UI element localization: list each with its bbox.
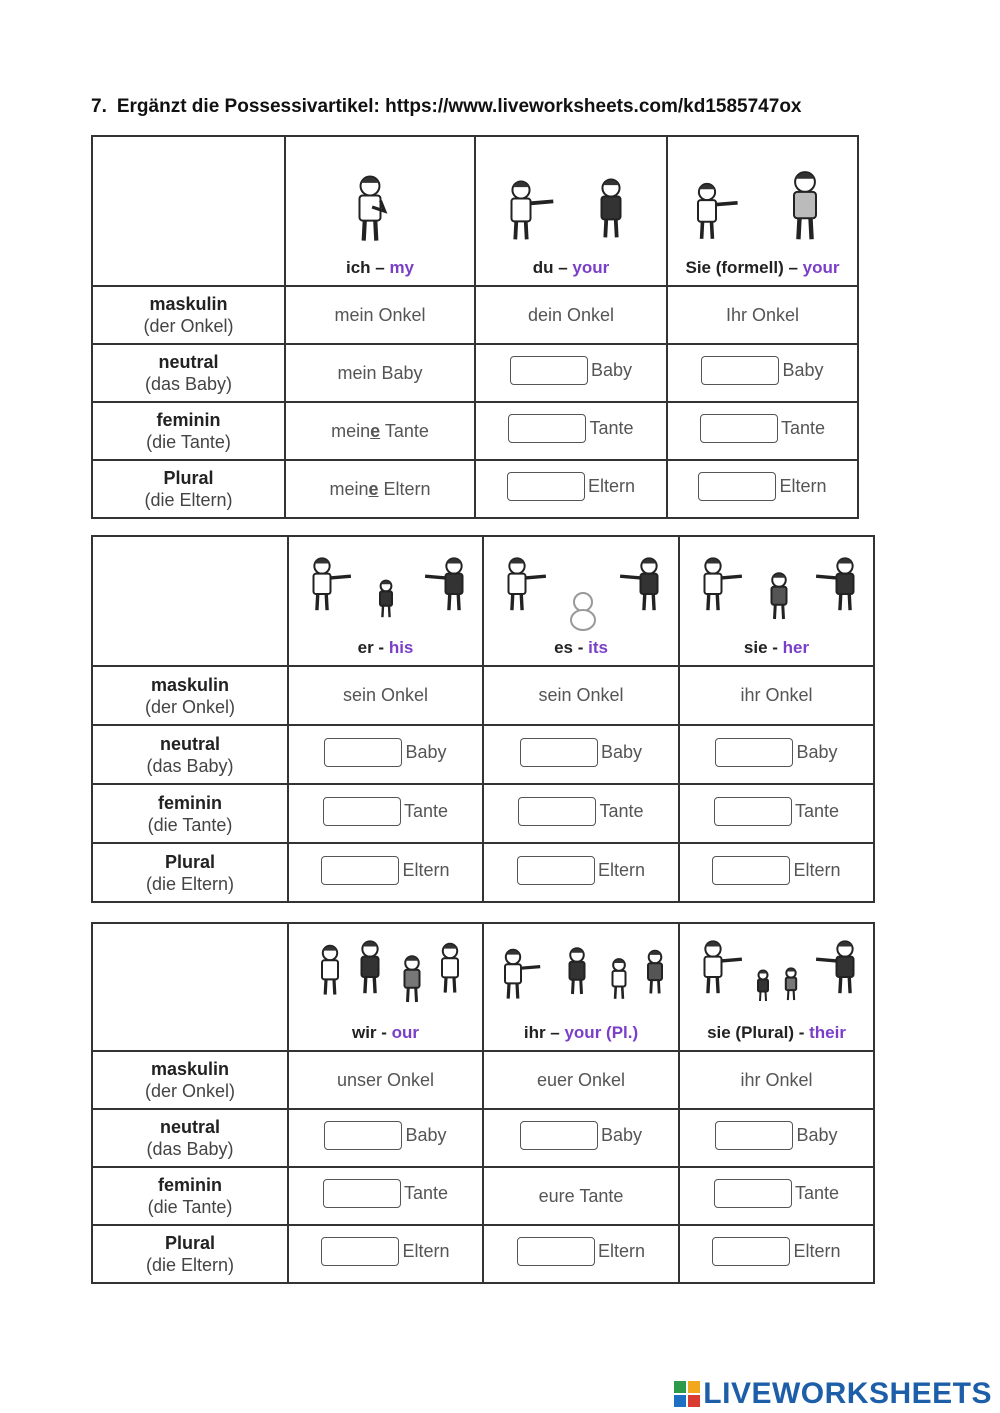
pronoun-english: her — [782, 638, 810, 657]
answer-input[interactable] — [715, 738, 793, 767]
fill-in-group — [324, 738, 446, 767]
possessive-cell — [483, 843, 679, 902]
possessive-cell — [483, 725, 679, 784]
pronoun-header — [288, 923, 483, 1051]
noun-text: Baby — [796, 741, 838, 762]
possessive-cell — [288, 843, 483, 902]
fill-in-group — [712, 856, 840, 885]
possessive-ending: e — [368, 478, 379, 499]
possessive-cell — [288, 1167, 483, 1225]
noun-text: Baby — [782, 360, 824, 380]
gender-article: (die Tante) — [147, 814, 233, 835]
boy-pointing-self-icon — [290, 164, 470, 252]
possessive-cell — [285, 286, 475, 344]
pronoun-english: your — [802, 258, 840, 277]
possessive-cell — [679, 666, 874, 725]
possessive-cell — [285, 402, 475, 460]
fill-in-group — [520, 1121, 642, 1150]
possessive-table-3 — [91, 922, 875, 1284]
answer-input[interactable] — [712, 856, 790, 885]
fill-in-group — [714, 797, 839, 826]
header-row — [92, 136, 858, 286]
gender-name: maskulin — [150, 674, 230, 695]
fill-in-group — [715, 1121, 837, 1150]
answer-input[interactable] — [701, 356, 779, 385]
answer-input[interactable] — [323, 797, 401, 826]
fill-in-group — [507, 472, 635, 501]
possessive-cell — [475, 286, 667, 344]
possessive-ending: e — [370, 420, 381, 441]
example-answer: mein Baby — [337, 362, 423, 383]
table-row — [92, 725, 874, 784]
boy-pointing-girl-icon — [481, 164, 661, 252]
example-answer: ihr Onkel — [740, 1069, 813, 1090]
possessive-cell — [679, 725, 874, 784]
answer-input[interactable] — [520, 1121, 598, 1150]
answer-input[interactable] — [714, 797, 792, 826]
possessive-cell — [483, 666, 679, 725]
pronoun-german: ihr – — [523, 1023, 565, 1042]
possessive-cell — [475, 460, 667, 518]
table-row — [92, 286, 858, 344]
pronoun-label — [680, 636, 873, 659]
possessive-cell — [483, 1051, 679, 1109]
gender-name: Plural — [164, 1233, 216, 1253]
liveworksheets-brand: LIVEWORKSHEETS — [703, 1377, 992, 1410]
noun-text: Baby — [590, 360, 633, 380]
table-row — [92, 344, 858, 402]
table-row — [92, 843, 874, 902]
example-answer: dein Onkel — [527, 304, 615, 325]
fill-in-group — [698, 472, 826, 501]
noun-text: Baby — [600, 1125, 643, 1145]
fill-in-group — [714, 1179, 839, 1208]
gender-label-cell — [92, 344, 285, 402]
possessive-cell — [475, 402, 667, 460]
possessive-cell — [667, 402, 858, 460]
gender-label-cell — [92, 460, 285, 518]
pronoun-english: its — [588, 638, 608, 657]
exercise-number: 7. — [91, 96, 107, 117]
possessive-cell — [679, 1167, 874, 1225]
liveworksheets-logo-icon — [674, 1381, 700, 1407]
pronoun-german: sie (Plural) - — [707, 1023, 810, 1042]
fill-in-group — [517, 856, 645, 885]
gender-label-cell — [92, 843, 288, 902]
gender-label-cell — [92, 1051, 288, 1109]
table-row — [92, 1225, 874, 1283]
pronoun-header — [285, 136, 475, 286]
pronoun-english: my — [389, 258, 415, 277]
gender-name: neutral — [159, 733, 220, 754]
possessive-cell — [285, 460, 475, 518]
noun-text: Tante — [403, 800, 449, 821]
exercise-instruction: Ergänzt die Possessivartikel: https://www.liveworksheets.com/kd1585747ox — [116, 96, 802, 117]
people-pointing-children-icon — [687, 935, 867, 1017]
noun-text: Tante — [794, 800, 840, 821]
gender-article: (der Onkel) — [144, 696, 236, 717]
possessive-cell — [667, 460, 858, 518]
pronoun-german: er - — [357, 638, 389, 657]
gender-name: feminin — [156, 410, 221, 430]
possessive-cell — [288, 1109, 483, 1167]
header-row — [92, 536, 874, 666]
table-row — [92, 1109, 874, 1167]
gender-name: Plural — [163, 468, 214, 488]
noun-text: Eltern — [402, 1241, 450, 1261]
possessive-cell — [475, 344, 667, 402]
answer-input[interactable] — [324, 738, 402, 767]
gender-label-cell — [92, 1109, 288, 1167]
possessive-cell — [288, 666, 483, 725]
gender-name: Plural — [164, 851, 216, 872]
gender-label-cell — [92, 784, 288, 843]
gender-article: (die Eltern) — [144, 490, 233, 510]
pronoun-english: his — [388, 638, 414, 657]
possessive-cell — [285, 344, 475, 402]
answer-input[interactable] — [323, 1179, 401, 1208]
gender-name: neutral — [158, 352, 219, 372]
pronoun-header — [667, 136, 858, 286]
pronoun-english: their — [809, 1023, 846, 1042]
possessive-table-1 — [91, 135, 859, 519]
gender-article: (das Baby) — [146, 755, 234, 776]
fill-in-group — [324, 1121, 446, 1150]
answer-input[interactable] — [700, 414, 778, 443]
possessive-cell — [679, 1225, 874, 1283]
gender-article: (die Eltern) — [145, 1255, 235, 1275]
answer-input[interactable] — [520, 738, 598, 767]
empty-corner-cell — [92, 923, 288, 1051]
answer-input[interactable] — [698, 472, 776, 501]
gender-label-cell — [92, 1225, 288, 1283]
fill-in-group — [321, 856, 449, 885]
gender-article: (das Baby) — [146, 1139, 234, 1159]
possessive-cell — [679, 1109, 874, 1167]
gender-label-cell — [92, 1167, 288, 1225]
possessive-cell — [288, 725, 483, 784]
pronoun-label — [476, 256, 666, 279]
gender-article: (der Onkel) — [144, 1081, 236, 1101]
table-row — [92, 666, 874, 725]
possessive-cell — [679, 843, 874, 902]
fill-in-group — [517, 1237, 645, 1266]
possessive-stem: mein — [329, 478, 369, 499]
gender-name: maskulin — [149, 294, 228, 314]
fill-in-group — [323, 797, 448, 826]
table-row — [92, 1167, 874, 1225]
noun-text: Tante — [780, 418, 826, 438]
pronoun-header — [288, 536, 483, 666]
pronoun-label — [484, 1021, 678, 1044]
empty-corner-cell — [92, 536, 288, 666]
answer-input[interactable] — [507, 472, 585, 501]
exercise-title — [91, 96, 802, 118]
pronoun-label — [484, 636, 678, 659]
pronoun-german: du – — [532, 258, 573, 277]
possessive-cell — [667, 286, 858, 344]
fill-in-group — [520, 738, 642, 767]
possessive-cell — [679, 1051, 874, 1109]
noun-text: Tante — [599, 800, 644, 821]
fill-in-group — [510, 356, 632, 385]
answer-input[interactable] — [714, 1179, 792, 1208]
possessive-cell — [288, 1051, 483, 1109]
gender-article: (die Tante) — [147, 1197, 233, 1217]
pronoun-label — [286, 256, 474, 279]
possessive-cell — [288, 1225, 483, 1283]
answer-input[interactable] — [518, 797, 596, 826]
group-of-people-icon — [296, 935, 476, 1017]
answer-input[interactable] — [715, 1121, 793, 1150]
fill-in-group — [323, 1179, 448, 1208]
noun-text: Baby — [405, 1125, 447, 1145]
answer-input[interactable] — [321, 1237, 399, 1266]
possessive-cell — [288, 784, 483, 843]
noun-text: Baby — [405, 741, 447, 762]
gender-name: feminin — [157, 1175, 222, 1195]
gender-article: (die Tante) — [146, 432, 231, 452]
example-answer: ihr Onkel — [740, 685, 813, 705]
noun-text: Tante — [380, 420, 429, 441]
boy-pointing-man-icon — [673, 164, 853, 252]
gender-article: (der Onkel) — [143, 316, 234, 336]
gender-label-cell — [92, 725, 288, 784]
example-answer: eure Tante — [538, 1185, 624, 1206]
pronoun-german: sie - — [743, 638, 783, 657]
people-pointing-boy-icon — [296, 550, 476, 632]
fill-in-group — [508, 414, 633, 443]
liveworksheets-footer — [674, 1377, 992, 1411]
pronoun-header — [679, 923, 874, 1051]
example-answer: mein Onkel — [334, 304, 426, 325]
fill-in-group — [715, 738, 837, 767]
noun-text: Eltern — [597, 859, 646, 880]
people-pointing-woman-icon — [687, 550, 867, 632]
answer-input[interactable] — [324, 1121, 402, 1150]
fill-in-group — [321, 1237, 449, 1266]
pronoun-label — [289, 1021, 482, 1044]
possessive-cell — [483, 784, 679, 843]
example-answer: sein Onkel — [538, 685, 624, 705]
noun-text: Tante — [589, 418, 634, 438]
fill-in-group — [700, 414, 825, 443]
empty-corner-cell — [92, 136, 285, 286]
gender-article: (das Baby) — [144, 374, 233, 394]
pronoun-english: our — [391, 1023, 420, 1042]
example-answer: sein Onkel — [342, 685, 429, 705]
possessive-cell — [483, 1109, 679, 1167]
pronoun-english: your — [572, 258, 610, 277]
pronoun-german: wir - — [351, 1023, 392, 1042]
noun-text: Eltern — [793, 1241, 841, 1261]
pronoun-header — [679, 536, 874, 666]
answer-input[interactable] — [517, 1237, 595, 1266]
answer-input[interactable] — [321, 856, 399, 885]
fill-in-group — [701, 356, 823, 385]
possessive-cell — [483, 1167, 679, 1225]
pronoun-english: your (Pl.) — [564, 1023, 639, 1042]
noun-text: Baby — [600, 741, 643, 762]
answer-input[interactable] — [508, 414, 586, 443]
example-answer: Ihr Onkel — [725, 304, 800, 325]
pronoun-header — [483, 923, 679, 1051]
answer-input[interactable] — [712, 1237, 790, 1266]
example-answer: unser Onkel — [336, 1069, 435, 1090]
possessive-stem: mein — [331, 420, 371, 441]
table-row — [92, 460, 858, 518]
noun-text: Tante — [794, 1183, 840, 1203]
gender-label-cell — [92, 402, 285, 460]
possessive-table-2 — [91, 535, 875, 903]
pronoun-label — [668, 256, 857, 279]
answer-input[interactable] — [510, 356, 588, 385]
pronoun-german: Sie (formell) – — [685, 258, 803, 277]
noun-text: Baby — [796, 1125, 838, 1145]
pronoun-german: es - — [554, 638, 589, 657]
pronoun-label — [289, 636, 482, 659]
noun-text: Eltern — [779, 476, 827, 496]
pronoun-header — [483, 536, 679, 666]
gender-article: (die Eltern) — [145, 873, 235, 894]
noun-text: Eltern — [587, 476, 636, 496]
gender-name: neutral — [159, 1117, 220, 1137]
table-row — [92, 1051, 874, 1109]
table-row — [92, 784, 874, 843]
gender-label-cell — [92, 666, 288, 725]
table-row — [92, 402, 858, 460]
gender-name: feminin — [157, 792, 222, 813]
example-answer: euer Onkel — [536, 1069, 626, 1090]
noun-text: Eltern — [402, 859, 450, 880]
header-row — [92, 923, 874, 1051]
people-pointing-baby-icon — [491, 550, 671, 632]
noun-text: Eltern — [597, 1241, 646, 1261]
gender-name: maskulin — [150, 1059, 230, 1079]
possessive-cell — [667, 344, 858, 402]
noun-text: Eltern — [793, 859, 841, 880]
pronoun-label — [680, 1021, 873, 1044]
fill-in-group — [712, 1237, 840, 1266]
noun-text: Eltern — [378, 478, 431, 499]
pronoun-header — [475, 136, 667, 286]
noun-text: Tante — [403, 1183, 449, 1203]
gender-label-cell — [92, 286, 285, 344]
boy-pointing-group-icon — [491, 935, 671, 1017]
pronoun-german: ich – — [345, 258, 390, 277]
answer-input[interactable] — [517, 856, 595, 885]
possessive-cell — [483, 1225, 679, 1283]
possessive-cell — [679, 784, 874, 843]
fill-in-group — [518, 797, 643, 826]
